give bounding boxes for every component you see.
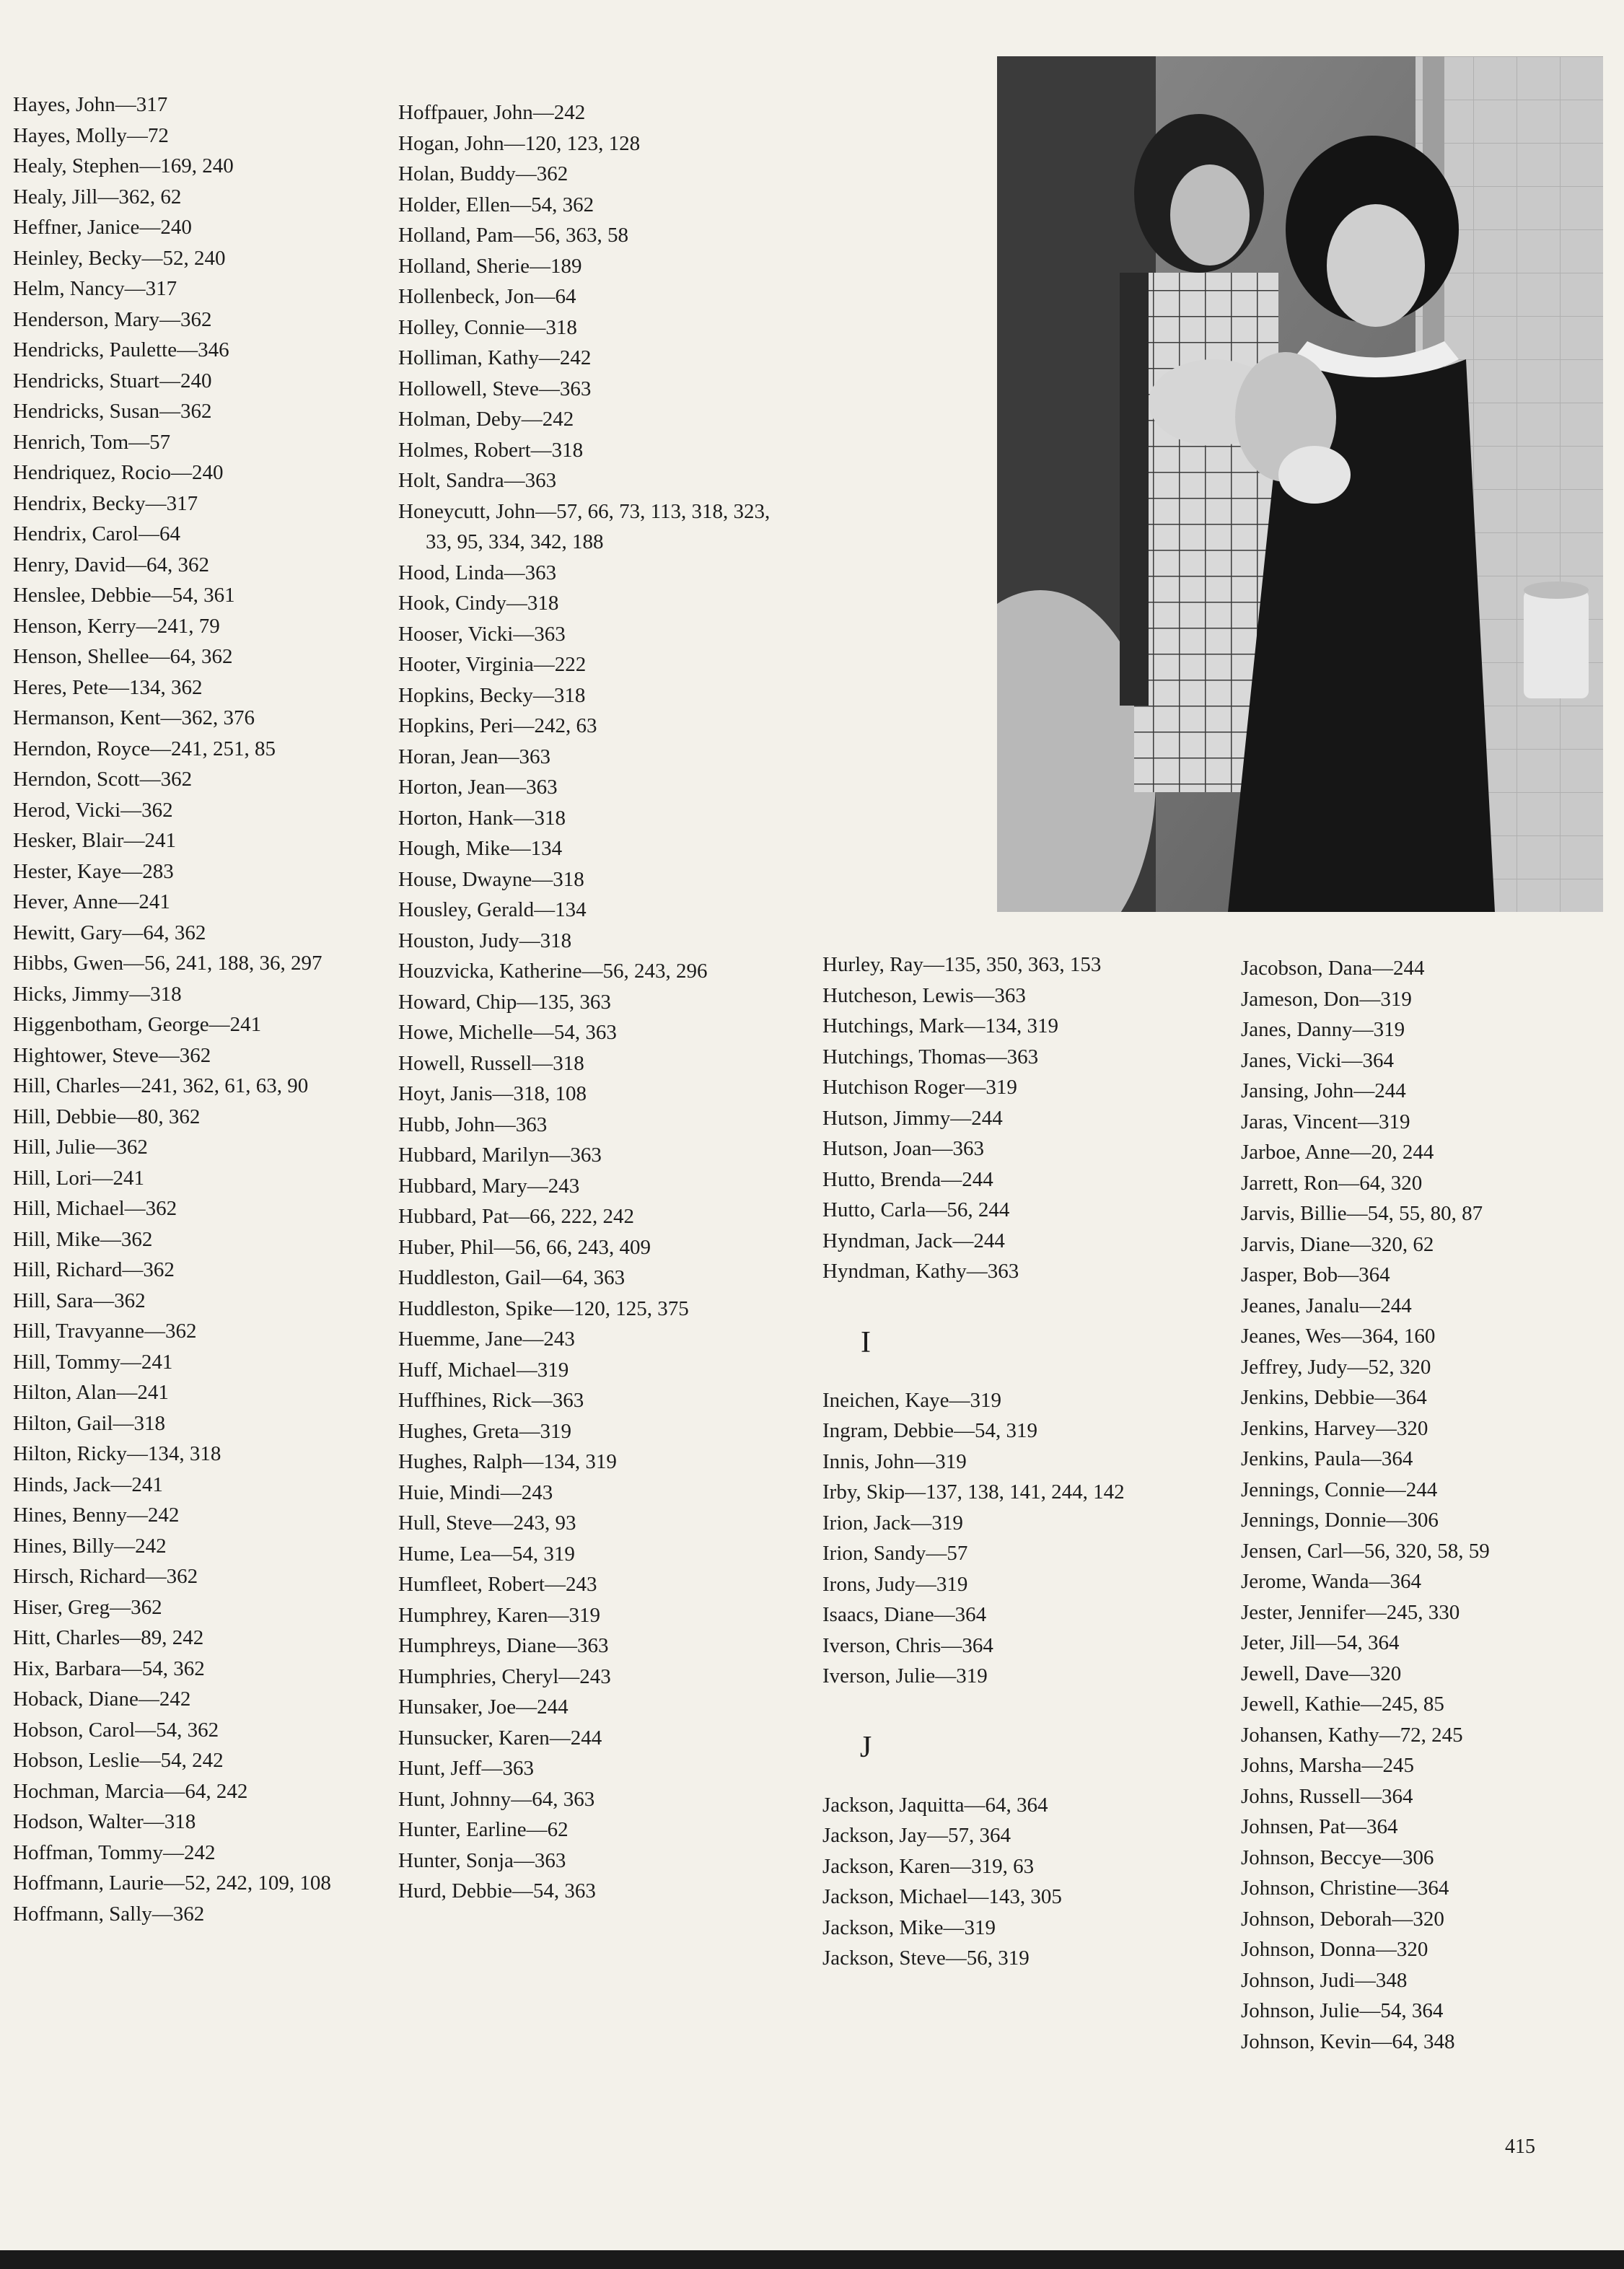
index-group-i	[822, 1385, 1205, 1692]
index-entry: Hoffpauer, John—242	[398, 101, 586, 124]
index-entry: Ineichen, Kaye—319	[822, 1388, 1002, 1412]
index-entry: Hendrix, Becky—317	[13, 491, 198, 515]
index-entry: Heinley, Becky—52, 240	[13, 246, 226, 270]
index-entry: Hirsch, Richard—362	[13, 1565, 198, 1588]
index-entry: Jarvis, Diane—320, 62	[1241, 1232, 1434, 1256]
index-entry: Henson, Kerry—241, 79	[13, 614, 220, 638]
index-entry: Johnson, Christine—364	[1241, 1877, 1449, 1900]
index-entry: Henry, David—64, 362	[13, 553, 209, 576]
index-entry: Hughes, Greta—319	[398, 1419, 572, 1443]
index-entry: Herndon, Royce—241, 251, 85	[13, 737, 276, 760]
index-entry: Jaras, Vincent—319	[1241, 1110, 1410, 1133]
index-entry: Jenkins, Harvey—320	[1241, 1416, 1428, 1440]
index-entry: Healy, Stephen—169, 240	[13, 154, 234, 177]
index-entry: Jackson, Mike—319	[822, 1915, 996, 1939]
index-entry: Higgenbotham, George—241	[13, 1013, 262, 1036]
index-entry: Hicks, Jimmy—318	[13, 982, 182, 1006]
index-entry: Jackson, Jaquitta—64, 364	[822, 1793, 1048, 1817]
index-entry: Hubbard, Marilyn—363	[398, 1144, 602, 1167]
index-entry: Johnson, Donna—320	[1241, 1938, 1428, 1961]
index-entry: Hunt, Johnny—64, 363	[398, 1787, 595, 1811]
index-entry: Hollenbeck, Jon—64	[398, 285, 576, 308]
index-entry: Jackson, Jay—57, 364	[822, 1824, 1011, 1847]
index-entry: Hume, Lea—54, 319	[398, 1542, 575, 1566]
index-entry: Holder, Ellen—54, 362	[398, 193, 594, 216]
index-entry: Hutson, Jimmy—244	[822, 1106, 1003, 1130]
index-entry: Hyndman, Kathy—363	[822, 1260, 1019, 1283]
index-entry: Jewell, Dave—320	[1241, 1662, 1402, 1685]
index-entry: Johnson, Beccye—306	[1241, 1846, 1434, 1869]
index-entry: Humfleet, Robert—243	[398, 1573, 597, 1596]
index-entry: Holt, Sandra—363	[398, 469, 557, 492]
index-entry: Jarrett, Ron—64, 320	[1241, 1171, 1423, 1195]
index-entry: Hobson, Carol—54, 362	[13, 1718, 219, 1742]
index-entry: Healy, Jill—362, 62	[13, 185, 182, 209]
index-entry: Huie, Mindi—243	[398, 1480, 553, 1504]
yearbook-photo	[997, 56, 1603, 912]
index-entry: Holman, Deby—242	[398, 408, 574, 431]
index-entry: Jensen, Carl—56, 320, 58, 59	[1241, 1539, 1490, 1563]
index-entry: Hochman, Marcia—64, 242	[13, 1779, 248, 1803]
index-entry: Hurley, Ray—135, 350, 363, 153	[822, 953, 1102, 976]
index-entry: Jennings, Connie—244	[1241, 1478, 1438, 1501]
index-entry: Holan, Buddy—362	[398, 162, 569, 185]
index-entry: Horton, Hank—318	[398, 806, 566, 830]
index-entry: Hill, Julie—362	[13, 1136, 148, 1159]
index-entry: Humphreys, Diane—363	[398, 1634, 609, 1657]
index-entry: Hendricks, Susan—362	[13, 400, 212, 423]
index-entry: Helm, Nancy—317	[13, 277, 177, 300]
index-entry: Hunter, Sonja—363	[398, 1848, 566, 1872]
index-entry: Hever, Anne—241	[13, 890, 170, 913]
index-entry: Honeycutt, John—57, 66, 73, 113, 318, 323, 33, 95, 334, 342, 188	[398, 499, 771, 553]
index-entry: Hill, Debbie—80, 362	[13, 1105, 201, 1128]
index-entry: Housley, Gerald—134	[398, 898, 587, 921]
index-group-j	[822, 1790, 1205, 1974]
index-entry: Hough, Mike—134	[398, 837, 563, 860]
index-column-3	[822, 949, 1205, 1974]
index-entry: Hines, Billy—242	[13, 1534, 167, 1558]
index-entry: Henslee, Debbie—54, 361	[13, 584, 235, 607]
index-entry: Janes, Danny—319	[1241, 1018, 1405, 1041]
index-entry: Irion, Jack—319	[822, 1511, 963, 1535]
index-entry: Jeanes, Wes—364, 160	[1241, 1325, 1436, 1348]
index-entry: Hix, Barbara—54, 362	[13, 1656, 205, 1680]
index-entry: Hopkins, Becky—318	[398, 683, 586, 707]
index-entry: Irby, Skip—137, 138, 141, 244, 142	[822, 1480, 1125, 1504]
index-entry: Jenkins, Paula—364	[1241, 1447, 1413, 1470]
index-entry: Johns, Marsha—245	[1241, 1754, 1415, 1777]
index-entry: House, Dwayne—318	[398, 867, 584, 891]
index-column-4	[1241, 953, 1616, 2057]
index-entry: Hoyt, Janis—318, 108	[398, 1082, 587, 1105]
index-entry: Jackson, Michael—143, 305	[822, 1885, 1062, 1908]
index-entry: Houston, Judy—318	[398, 929, 572, 952]
index-entry: Howell, Russell—318	[398, 1051, 584, 1075]
index-entry: Hill, Lori—241	[13, 1166, 145, 1190]
index-entry: Jenkins, Debbie—364	[1241, 1386, 1427, 1409]
index-entry: Hunter, Earline—62	[398, 1818, 569, 1841]
index-entry: Hooser, Vicki—363	[398, 622, 566, 646]
index-entry: Iverson, Julie—319	[822, 1664, 988, 1688]
index-entry: Henson, Shellee—64, 362	[13, 645, 233, 668]
index-entry: Hendricks, Stuart—240	[13, 369, 212, 392]
index-entry: Hiser, Greg—362	[13, 1595, 162, 1619]
index-entry: Johnson, Deborah—320	[1241, 1907, 1444, 1931]
index-entry: Hill, Richard—362	[13, 1258, 175, 1281]
index-entry: Hunsucker, Karen—244	[398, 1726, 602, 1750]
index-entry: Hayes, Molly—72	[13, 123, 169, 147]
index-entry: Holland, Sherie—189	[398, 254, 582, 278]
index-entry: Hill, Travyanne—362	[13, 1320, 197, 1343]
index-entry: Hutchison Roger—319	[822, 1076, 1017, 1099]
index-entry: Hesker, Blair—241	[13, 829, 176, 852]
index-entry: Isaacs, Diane—364	[822, 1603, 987, 1626]
index-entry: Howard, Chip—135, 363	[398, 990, 611, 1014]
index-entry: Hendrix, Carol—64	[13, 522, 180, 545]
index-entry: Henderson, Mary—362	[13, 307, 212, 331]
index-entry: Hughes, Ralph—134, 319	[398, 1450, 617, 1473]
index-entry: Hurd, Debbie—54, 363	[398, 1879, 596, 1902]
index-entry: Jansing, John—244	[1241, 1079, 1406, 1102]
index-entry: Huff, Michael—319	[398, 1358, 569, 1382]
index-entry: Hunsaker, Joe—244	[398, 1695, 569, 1719]
index-entry: Johansen, Kathy—72, 245	[1241, 1723, 1463, 1747]
index-entry: Hibbs, Gwen—56, 241, 188, 36, 297	[13, 952, 322, 975]
index-entry: Johnson, Judi—348	[1241, 1968, 1408, 1992]
index-entry: Hubb, John—363	[398, 1112, 548, 1136]
index-entry: Jennings, Donnie—306	[1241, 1509, 1439, 1532]
section-letter-i: I	[861, 1325, 871, 1359]
index-entry: Jackson, Karen—319, 63	[822, 1854, 1035, 1878]
index-entry: Hutto, Carla—56, 244	[822, 1198, 1010, 1221]
index-entry: Hubbard, Pat—66, 222, 242	[398, 1205, 635, 1228]
index-entry: Huddleston, Spike—120, 125, 375	[398, 1296, 689, 1320]
index-entry: Huber, Phil—56, 66, 243, 409	[398, 1235, 651, 1259]
index-entry: Hunt, Jeff—363	[398, 1757, 534, 1780]
index-entry: Hinds, Jack—241	[13, 1473, 163, 1496]
photo-illustration	[997, 56, 1603, 912]
index-entry: Johnson, Kevin—64, 348	[1241, 2029, 1455, 2053]
index-entry: Heres, Pete—134, 362	[13, 675, 203, 699]
index-entry: Hermanson, Kent—362, 376	[13, 706, 255, 729]
index-entry: Huemme, Jane—243	[398, 1327, 575, 1351]
index-entry: Hooter, Virginia—222	[398, 653, 587, 676]
index-column-2	[398, 97, 773, 1907]
index-entry: Hutcheson, Lewis—363	[822, 983, 1026, 1007]
index-entry: Huddleston, Gail—64, 363	[398, 1266, 626, 1289]
index-entry: Jackson, Steve—56, 319	[822, 1947, 1030, 1970]
index-entry: Jewell, Kathie—245, 85	[1241, 1693, 1444, 1716]
index-entry: Hill, Sara—362	[13, 1289, 146, 1312]
index-entry: Hopkins, Peri—242, 63	[398, 714, 597, 737]
index-entry: Herod, Vicki—362	[13, 798, 173, 822]
index-entry: Jeter, Jill—54, 364	[1241, 1631, 1400, 1654]
index-entry: Hyndman, Jack—244	[822, 1229, 1005, 1252]
index-entry: Johnsen, Pat—364	[1241, 1815, 1398, 1838]
index-entry: Huffhines, Rick—363	[398, 1389, 584, 1412]
index-entry: Hilton, Alan—241	[13, 1381, 169, 1404]
index-entry: Holliman, Kathy—242	[398, 346, 592, 369]
index-entry: Iverson, Chris—364	[822, 1633, 993, 1657]
index-entry: Jameson, Don—319	[1241, 987, 1412, 1011]
index-entry: Hayes, John—317	[13, 93, 168, 116]
index-entry: Jester, Jennifer—245, 330	[1241, 1600, 1460, 1624]
index-entry: Hilton, Gail—318	[13, 1411, 166, 1435]
index-entry: Henrich, Tom—57	[13, 430, 171, 454]
index-entry: Hightower, Steve—362	[13, 1043, 211, 1067]
index-entry: Hobson, Leslie—54, 242	[13, 1749, 224, 1772]
index-entry: Hewitt, Gary—64, 362	[13, 921, 206, 944]
index-entry: Hutto, Brenda—244	[822, 1167, 993, 1191]
index-entry: Hoffmann, Sally—362	[13, 1902, 205, 1926]
index-entry: Hodson, Walter—318	[13, 1810, 196, 1833]
index-entry: Hutchings, Mark—134, 319	[822, 1014, 1059, 1037]
page-number: 415	[1505, 2136, 1535, 2158]
index-entry: Jasper, Bob—364	[1241, 1263, 1390, 1286]
index-entry: Houzvicka, Katherine—56, 243, 296	[398, 960, 708, 983]
index-entry: Hutchings, Thomas—363	[822, 1045, 1039, 1068]
index-entry: Hoffmann, Laurie—52, 242, 109, 108	[13, 1871, 331, 1895]
index-entry: Irons, Judy—319	[822, 1572, 968, 1596]
index-entry: Holmes, Robert—318	[398, 438, 584, 462]
index-entry: Hoffman, Tommy—242	[13, 1840, 216, 1864]
index-entry: Hill, Michael—362	[13, 1197, 177, 1220]
index-entry: Hester, Kaye—283	[13, 859, 174, 883]
index-entry: Holland, Pam—56, 363, 58	[398, 224, 628, 247]
index-entry: Herndon, Scott—362	[13, 768, 193, 791]
index-entry: Hogan, John—120, 123, 128	[398, 131, 641, 155]
index-entry: Humphrey, Karen—319	[398, 1603, 600, 1627]
index-entry: Hook, Cindy—318	[398, 592, 559, 615]
scan-bottom-edge	[0, 2250, 1624, 2269]
index-entry: Horan, Jean—363	[398, 745, 551, 768]
index-entry: Horton, Jean—363	[398, 776, 558, 799]
index-entry: Hines, Benny—242	[13, 1504, 180, 1527]
index-entry: Ingram, Debbie—54, 319	[822, 1419, 1037, 1442]
index-entry: Jeanes, Janalu—244	[1241, 1294, 1412, 1317]
index-entry: Hoback, Diane—242	[13, 1688, 191, 1711]
index-entry: Jeffrey, Judy—52, 320	[1241, 1355, 1431, 1379]
index-entry: Humphries, Cheryl—243	[398, 1664, 611, 1688]
index-entry: Hood, Linda—363	[398, 561, 557, 584]
index-entry: Janes, Vicki—364	[1241, 1048, 1394, 1072]
index-entry: Hutson, Joan—363	[822, 1137, 984, 1160]
index-entry: Holley, Connie—318	[398, 315, 577, 339]
index-entry: Hitt, Charles—89, 242	[13, 1626, 204, 1649]
index-entry: Howe, Michelle—54, 363	[398, 1021, 617, 1044]
index-entry: Irion, Sandy—57	[822, 1542, 968, 1565]
index-entry: Hilton, Ricky—134, 318	[13, 1442, 221, 1465]
index-entry: Hollowell, Steve—363	[398, 377, 592, 400]
index-entry: Hendriquez, Rocio—240	[13, 461, 224, 484]
index-entry: Hill, Charles—241, 362, 61, 63, 90	[13, 1074, 309, 1097]
index-entry: Jerome, Wanda—364	[1241, 1570, 1422, 1593]
index-entry: Hill, Mike—362	[13, 1227, 153, 1251]
index-entry: Hubbard, Mary—243	[398, 1174, 580, 1198]
index-entry: Johns, Russell—364	[1241, 1784, 1413, 1808]
section-letter-j: J	[859, 1730, 872, 1764]
index-entry: Johnson, Julie—54, 364	[1241, 1999, 1444, 2022]
index-entry: Heffner, Janice—240	[13, 216, 192, 239]
index-entry: Jacobson, Dana—244	[1241, 957, 1425, 980]
index-entry: Hull, Steve—243, 93	[398, 1511, 576, 1535]
index-entry: Hill, Tommy—241	[13, 1350, 173, 1374]
index-entry: Innis, John—319	[822, 1449, 967, 1473]
index-group-h-continued	[822, 949, 1205, 1287]
index-entry: Jarvis, Billie—54, 55, 80, 87	[1241, 1202, 1483, 1225]
index-entry: Jarboe, Anne—20, 244	[1241, 1141, 1434, 1164]
index-entry: Hendricks, Paulette—346	[13, 338, 229, 361]
index-column-1	[13, 89, 388, 1929]
